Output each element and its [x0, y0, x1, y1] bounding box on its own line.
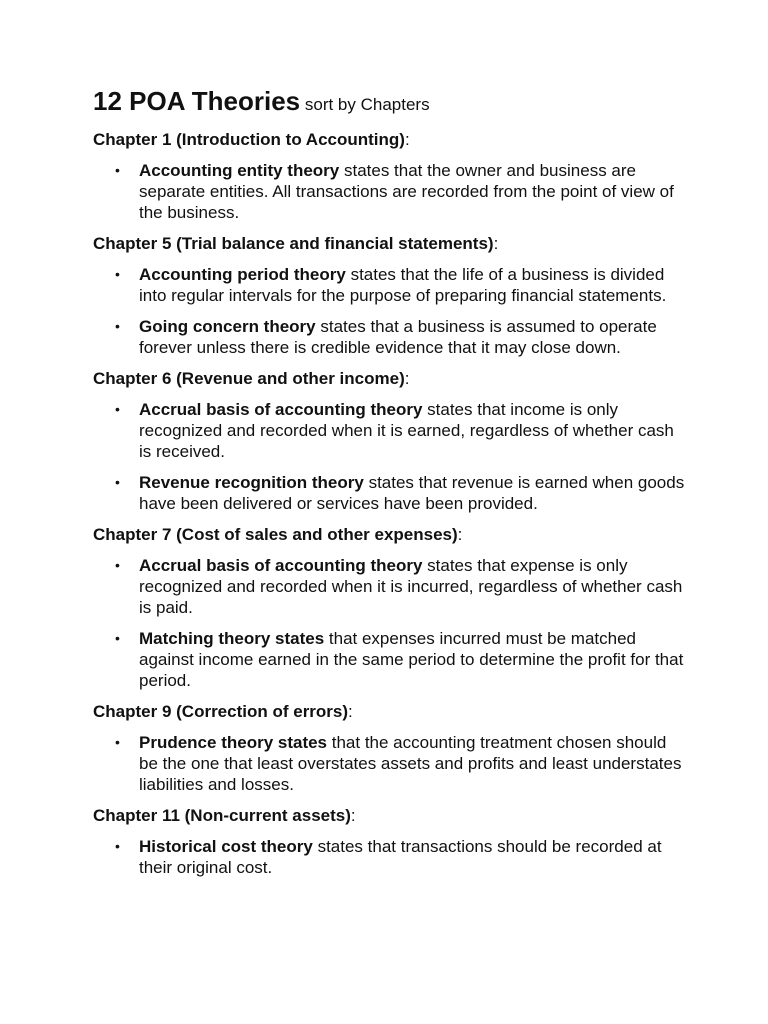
theory-term: Accounting period theory: [139, 265, 346, 284]
theory-term: Going concern theory: [139, 317, 316, 336]
chapter-7-section: [93, 524, 688, 691]
theory-item: [93, 316, 688, 358]
chapter-heading: Chapter 6 (Revenue and other income):: [93, 369, 410, 388]
bullet-icon: •: [115, 474, 120, 490]
document-title: [93, 85, 688, 121]
theory-item: [93, 264, 688, 306]
bullet-icon: •: [115, 162, 120, 178]
chapter-heading-text: Chapter 1 (Introduction to Accounting): [93, 130, 405, 149]
bullet-icon: •: [115, 401, 120, 417]
theory-list: [93, 555, 688, 691]
chapter-heading: Chapter 5 (Trial balance and financial statements):: [93, 234, 499, 253]
theory-term: Accounting entity theory: [139, 161, 340, 180]
chapter-1-section: [93, 129, 688, 223]
title-subtitle: sort by Chapters: [304, 95, 430, 114]
theory-list: [93, 836, 688, 878]
theory-text: states that the life of a business is divided into regular intervals for the purpose of preparing financial statements.: [139, 265, 667, 305]
theory-item: [93, 732, 688, 795]
theory-text: states that revenue is earned when goods have been delivered or services have been provided.: [139, 473, 685, 513]
theory-term: Accrual basis of accounting theory: [139, 400, 423, 419]
theory-list: [93, 264, 688, 358]
bullet-icon: •: [115, 557, 120, 573]
theory-item: [93, 160, 688, 223]
chapter-heading-text: Chapter 11 (Non-current assets): [93, 806, 351, 825]
chapter-heading-text: Chapter 5 (Trial balance and financial statements): [93, 234, 494, 253]
theory-text: states that transactions should be recorded at their original cost.: [139, 837, 662, 877]
chapter-11-section: [93, 805, 688, 878]
chapter-6-section: [93, 368, 688, 514]
theory-term: Historical cost theory: [139, 837, 313, 856]
chapter-9-section: [93, 701, 688, 795]
title-main: 12 POA Theories: [93, 86, 301, 116]
bullet-icon: •: [115, 734, 120, 750]
bullet-icon: •: [115, 838, 120, 854]
theory-text: states that expense is only recognized and recorded when it is incurred, regardless of whether cash is paid.: [139, 556, 683, 617]
theory-text: states that a business is assumed to operate forever unless there is credible evidence that it may close down.: [139, 317, 657, 357]
chapter-heading: Chapter 7 (Cost of sales and other expenses):: [93, 525, 463, 544]
theory-item: [93, 472, 688, 514]
theory-term: Matching theory states: [139, 629, 325, 648]
chapter-5-section: [93, 233, 688, 358]
bullet-icon: •: [115, 318, 120, 334]
chapter-heading: Chapter 11 (Non-current assets):: [93, 806, 356, 825]
theory-item: [93, 628, 688, 691]
theory-item: [93, 836, 688, 878]
theory-text: states that income is only recognized and recorded when it is earned, regardless of whether cash is received.: [139, 400, 674, 461]
theory-term: Revenue recognition theory: [139, 473, 364, 492]
bullet-icon: •: [115, 266, 120, 282]
theory-list: [93, 160, 688, 223]
theory-list: [93, 399, 688, 514]
chapter-heading: Chapter 9 (Correction of errors):: [93, 702, 353, 721]
chapter-heading-text: Chapter 7 (Cost of sales and other expenses): [93, 525, 458, 544]
chapter-heading-text: Chapter 6 (Revenue and other income): [93, 369, 405, 388]
theory-text: that expenses incurred must be matched against income earned in the same period to determine the profit for that period.: [139, 629, 684, 690]
theory-item: [93, 399, 688, 462]
chapter-heading-text: Chapter 9 (Correction of errors): [93, 702, 349, 721]
theory-item: [93, 555, 688, 618]
theory-text: that the accounting treatment chosen should be the one that least overstates assets and profits and least understates liabilities and losses.: [139, 733, 682, 794]
chapter-heading: Chapter 1 (Introduction to Accounting):: [93, 130, 410, 149]
theory-term: Prudence theory states: [139, 733, 328, 752]
theory-list: [93, 732, 688, 795]
theory-text: states that the owner and business are separate entities. All transactions are recorded from the point of view of the business.: [139, 161, 674, 222]
theory-term: Accrual basis of accounting theory: [139, 556, 423, 575]
bullet-icon: •: [115, 630, 120, 646]
